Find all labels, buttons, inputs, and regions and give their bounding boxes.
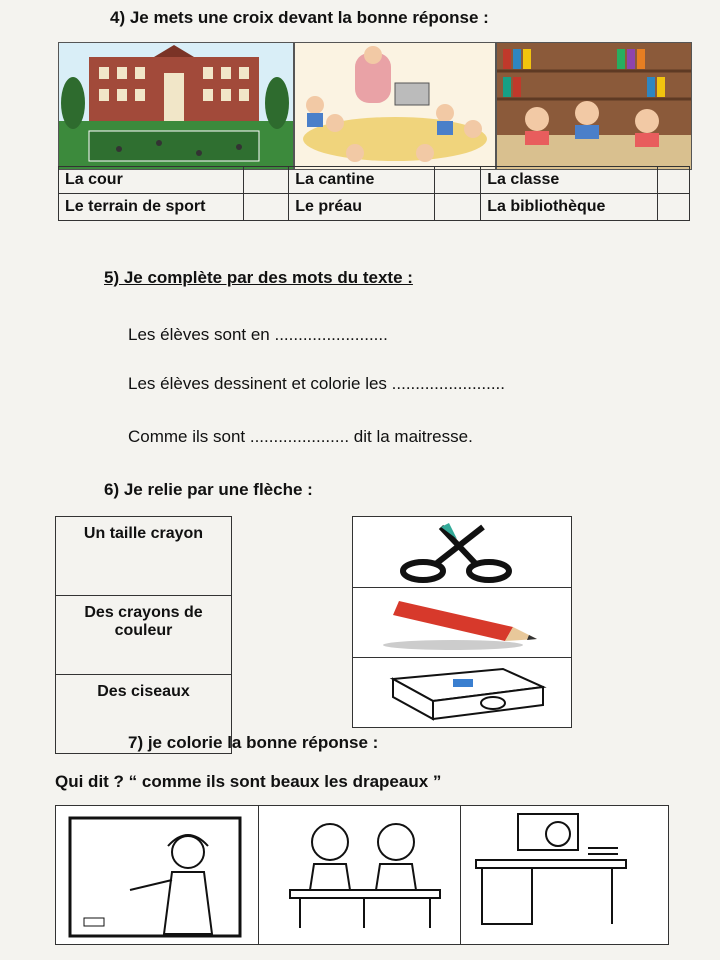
school-building-picture[interactable] (58, 42, 294, 170)
pencil-icon (353, 587, 571, 657)
exercise-4-title: 4) Je mets une croix devant la bonne réponse : (110, 8, 489, 27)
choice-la-cour: La cour (59, 167, 244, 194)
canteen-picture[interactable] (294, 42, 496, 170)
option-two-pupils-at-desk[interactable] (260, 806, 461, 944)
table-row (59, 167, 690, 194)
option-man-at-desk[interactable] (462, 806, 668, 944)
checkbox-la-classe[interactable] (657, 167, 689, 194)
choice-la-cantine: La cantine (289, 167, 435, 194)
checkbox-le-terrain-de-sport[interactable] (243, 194, 289, 221)
table-row (56, 596, 232, 675)
match-picture-scissors[interactable] (353, 517, 571, 588)
exercise-7-options (55, 805, 669, 945)
man-at-desk-picture (462, 806, 668, 944)
table-row (59, 194, 690, 221)
table-row (56, 517, 232, 596)
checkbox-le-preau[interactable] (435, 194, 481, 221)
match-picture-sharpener[interactable] (353, 657, 571, 727)
scissors-icon (353, 517, 571, 587)
option-teacher-at-board[interactable] (56, 806, 259, 944)
exercise-7-title: 7) je colorie la bonne réponse : (128, 733, 379, 752)
match-picture-pencil[interactable] (353, 587, 571, 658)
checkbox-la-cour[interactable] (243, 167, 289, 194)
sharpener-icon (353, 657, 571, 727)
fill-blank-line-1[interactable]: Les élèves sont en ........................ (128, 325, 388, 344)
two-pupils-at-desk-picture (260, 806, 460, 944)
match-item-crayons-de-couleur[interactable]: Des crayons de couleur (56, 596, 232, 675)
match-right-column (352, 516, 572, 728)
library-picture[interactable] (496, 42, 692, 170)
exercise-5-title: 5) Je complète par des mots du texte : (104, 268, 413, 287)
exercise-4-answer-table (58, 166, 690, 221)
choice-le-terrain-de-sport: Le terrain de sport (59, 194, 244, 221)
exercise-6-title: 6) Je relie par une flèche : (104, 480, 313, 499)
fill-blank-line-2[interactable]: Les élèves dessinent et colorie les ........................ (128, 374, 506, 393)
fill-blank-line-3[interactable]: Comme ils sont ..................... dit la maitresse. (128, 427, 473, 446)
exercise-7-question: Qui dit ? “ comme ils sont beaux les drapeaux ” (55, 772, 442, 791)
checkbox-la-bibliotheque[interactable] (657, 194, 689, 221)
choice-la-bibliotheque: La bibliothèque (481, 194, 657, 221)
match-item-taille-crayon[interactable]: Un taille crayon (56, 517, 232, 596)
match-item-ciseaux[interactable]: Des ciseaux (56, 675, 232, 754)
choice-la-classe: La classe (481, 167, 657, 194)
exercise-4-pictures (58, 42, 690, 168)
match-left-column (55, 516, 232, 754)
checkbox-la-cantine[interactable] (435, 167, 481, 194)
choice-le-preau: Le préau (289, 194, 435, 221)
teacher-at-board-picture (56, 806, 258, 944)
